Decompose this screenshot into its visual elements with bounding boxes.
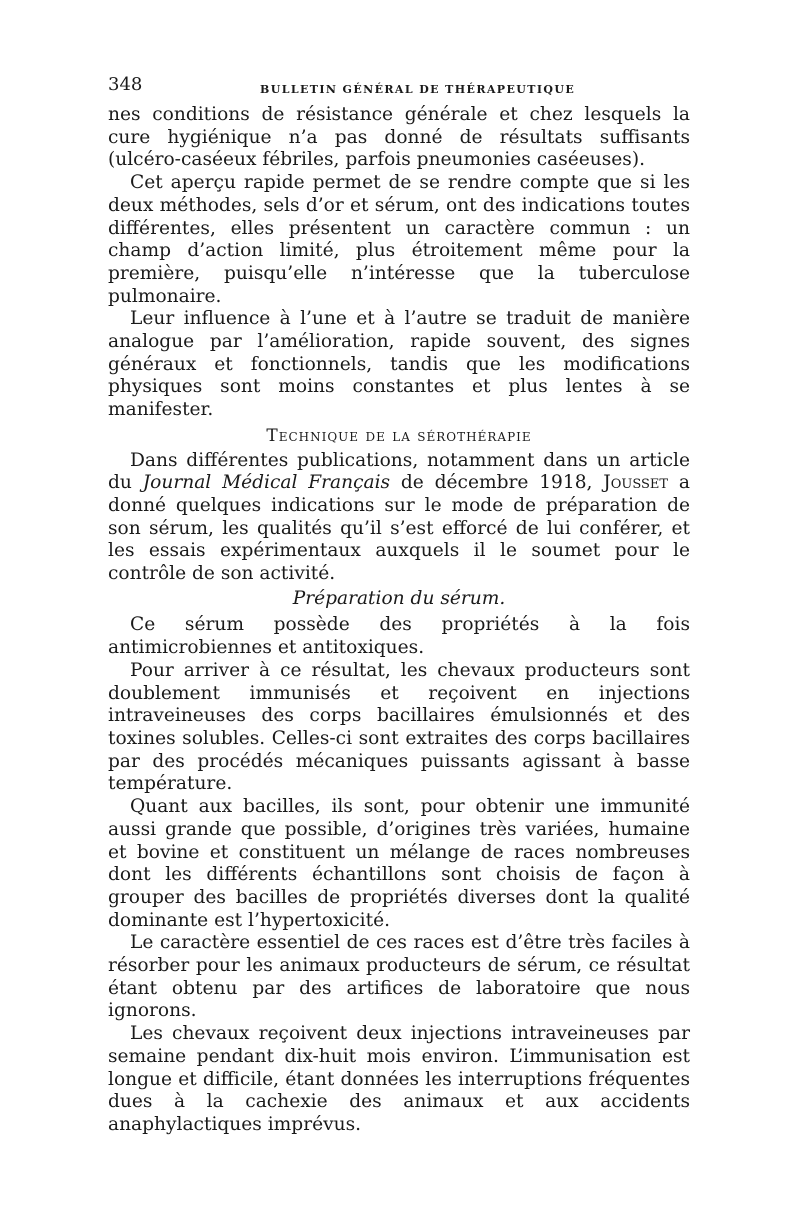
- paragraph-1: nes conditions de résistance générale et chez lesquels la cure hygiénique n’a pas donné de résultats suffisants (ulcéro-caséeux fébriles, parfois pneumonies caséeuses).: [108, 104, 690, 171]
- paragraph-6: Pour arriver à ce résultat, les chevaux producteurs sont doublement immunisés et reçoivent en injections intraveineuses des corps bacillaires émulsionnés et des toxines solubles. Celles-ci sont extraites des corps bacillaires par des procédés mécaniques puissants agissant à basse température.: [108, 659, 690, 795]
- paragraph-7: Quant aux bacilles, ils sont, pour obtenir une immunité aussi grande que possible, d’origines très variées, humaine et bovine et constituent un mélange de races nombreuses dont les différents échantillons sont choisis de façon à grouper des bacilles de propriétés diverses dont la qualité dominante est l’hypertoxicité.: [108, 796, 690, 931]
- paragraph-4-end: a donné quelques indications sur le mode de préparation de son sérum, les qualités qu’il s’est efforcé de lui conférer, et les essais expérimentaux auxquels il le soumet pour le contrôle de son activité.: [108, 472, 691, 585]
- running-head: [108, 70, 690, 104]
- journal-title: BULLETIN GÉNÉRAL DE THÉRAPEUTIQUE: [260, 83, 576, 96]
- section-heading-text: Technique de la sérothérapie: [266, 425, 532, 446]
- section-heading: [108, 425, 690, 448]
- paragraph-4-middle: de décembre 1918,: [390, 472, 604, 494]
- page-number: 348: [108, 74, 143, 95]
- paragraph-5: Ce sérum possède des propriétés à la fois antimicrobiennes et antitoxiques.: [108, 614, 690, 659]
- paragraph-9: Les chevaux reçoivent deux injections intraveineuses par semaine pendant dix-huit mois environ. L’immunisation est longue et difficile, étant données les interruptions fréquentes dues à la cachexie des animaux et aux accidents anaphylactiques imprévus.: [108, 1023, 690, 1135]
- paragraph-4: [108, 450, 690, 586]
- paragraph-8: Le caractère essentiel de ces races est d’être très faciles à résorber pour les animaux producteurs de sérum, ce résultat étant obtenu par des artifices de laboratoire que nous ignorons.: [108, 932, 690, 1022]
- subsection-heading: Préparation du sérum.: [292, 587, 506, 609]
- journal-reference: Journal Médical Français: [142, 472, 391, 494]
- author-name: Jousset: [603, 472, 669, 494]
- paragraph-3: Leur influence à l’une et à l’autre se traduit de manière analogue par l’amélioration, rapide souvent, des signes généraux et fonctionnels, tandis que les modifications physiques sont moins constantes et plus lentes à se manifester.: [108, 308, 690, 421]
- paragraph-4-start: Dans différentes publications, notamment dans un article du: [108, 449, 690, 494]
- paragraph-2: Cet aperçu rapide permet de se rendre compte que si les deux méthodes, sels d’or et sérum, ont des indications toutes différentes, elles présentent un caractère commun : un champ d’action limité, plus étroitement même pour la première, puisqu’elle n’intéresse que la tuberculose pulmonaire.: [108, 172, 690, 307]
- book-page: [108, 70, 690, 1137]
